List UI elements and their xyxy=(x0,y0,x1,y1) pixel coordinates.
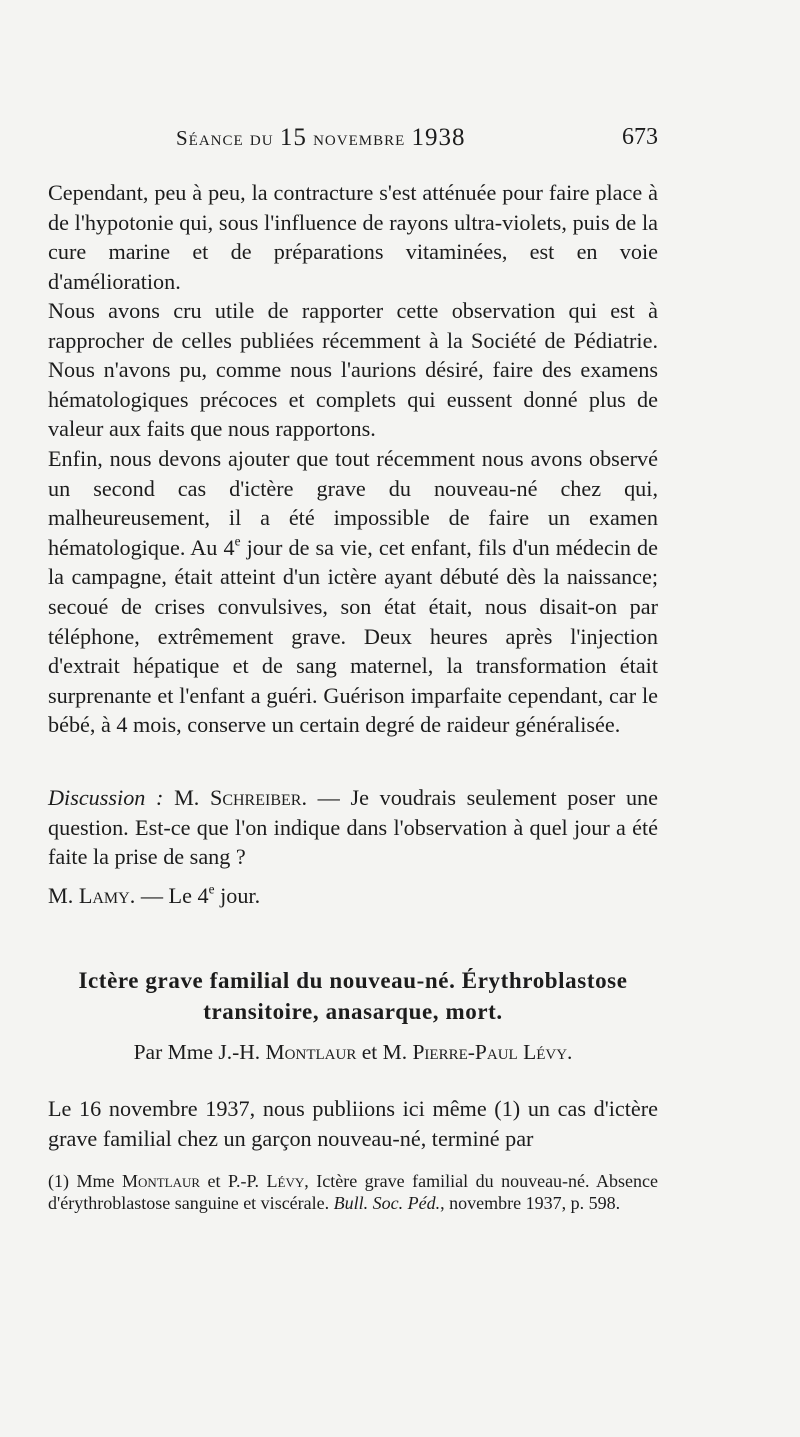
paragraph-2: Nous avons cru utile de rapporter cette observation qui est à rapprocher de celles publiées récemment à la Société de Pédiatrie. Nous n'avons pu, comme nous l'aurions désiré, faire des examens hématologiques précoces et complets qui eussent donné plus de valeur aux faits que nous rapportons. xyxy=(48,298,658,442)
page-number: 673 xyxy=(622,124,658,150)
footnote: (1) Mme Montlaur et P.-P. Lévy, Ictère grave familial du nouveau-né. Absence d'érythroblastose sanguine et viscérale. Bull. Soc. Péd., novembre 1937, p. 598. xyxy=(48,1171,659,1213)
discussion-label: Discussion : xyxy=(48,785,164,810)
paragraph-3: Enfin, nous devons ajouter que tout récemment nous avons observé un second cas d'ictère grave du nouveau-né chez qui, malheureusement, il a été impossible de faire un examen hématologique. Au 4e jour de sa vie, cet enfant, fils d'un médecin de la campagne, était atteint d'un ictère ayant débuté dès la naissance; secoué de crises convulsives, son état était, nous disait-on par téléphone, extrêmement grave. Deux heures après l'injection d'extrait hépatique et de sang maternel, la transformation était surprenante et l'enfant a guéri. Guérison imparfaite cependant, car le bébé, à 4 mois, conserve un certain degré de raideur généralisée. xyxy=(48,446,658,738)
speaker-name: Schreiber xyxy=(209,785,302,810)
article-authors: Par Mme J.-H. Montlaur et M. Pierre-Paul Lévy. xyxy=(133,1040,573,1064)
reply-paragraph: M. Lamy. — Le 4e jour. xyxy=(48,881,261,908)
discussion-paragraph: Discussion : M. Schreiber. — Je voudrais seulement poser une question. Est-ce que l'on indique dans l'observation à quel jour a été faite la prise de sang ? xyxy=(48,785,658,870)
running-head xyxy=(48,124,658,154)
reply-speaker: Lamy xyxy=(78,883,130,908)
paragraph-4: Le 16 novembre 1937, nous publiions ici même (1) un cas d'ictère grave familial chez un garçon nouveau-né, terminé par xyxy=(48,1096,658,1151)
article-title: Ictère grave familial du nouveau-né. Érythroblastose transitoire, anasarque, mort. xyxy=(78,968,628,1024)
running-title: Séance du 15 novembre 1938 xyxy=(176,124,466,151)
paragraph-1: Cependant, peu à peu, la contracture s'est atténuée pour faire place à de l'hypotonie qui, sous l'influence de rayons ultra-violets, puis de la cure marine et de préparations vitaminées, est en voie d'amélioration. xyxy=(48,180,658,294)
